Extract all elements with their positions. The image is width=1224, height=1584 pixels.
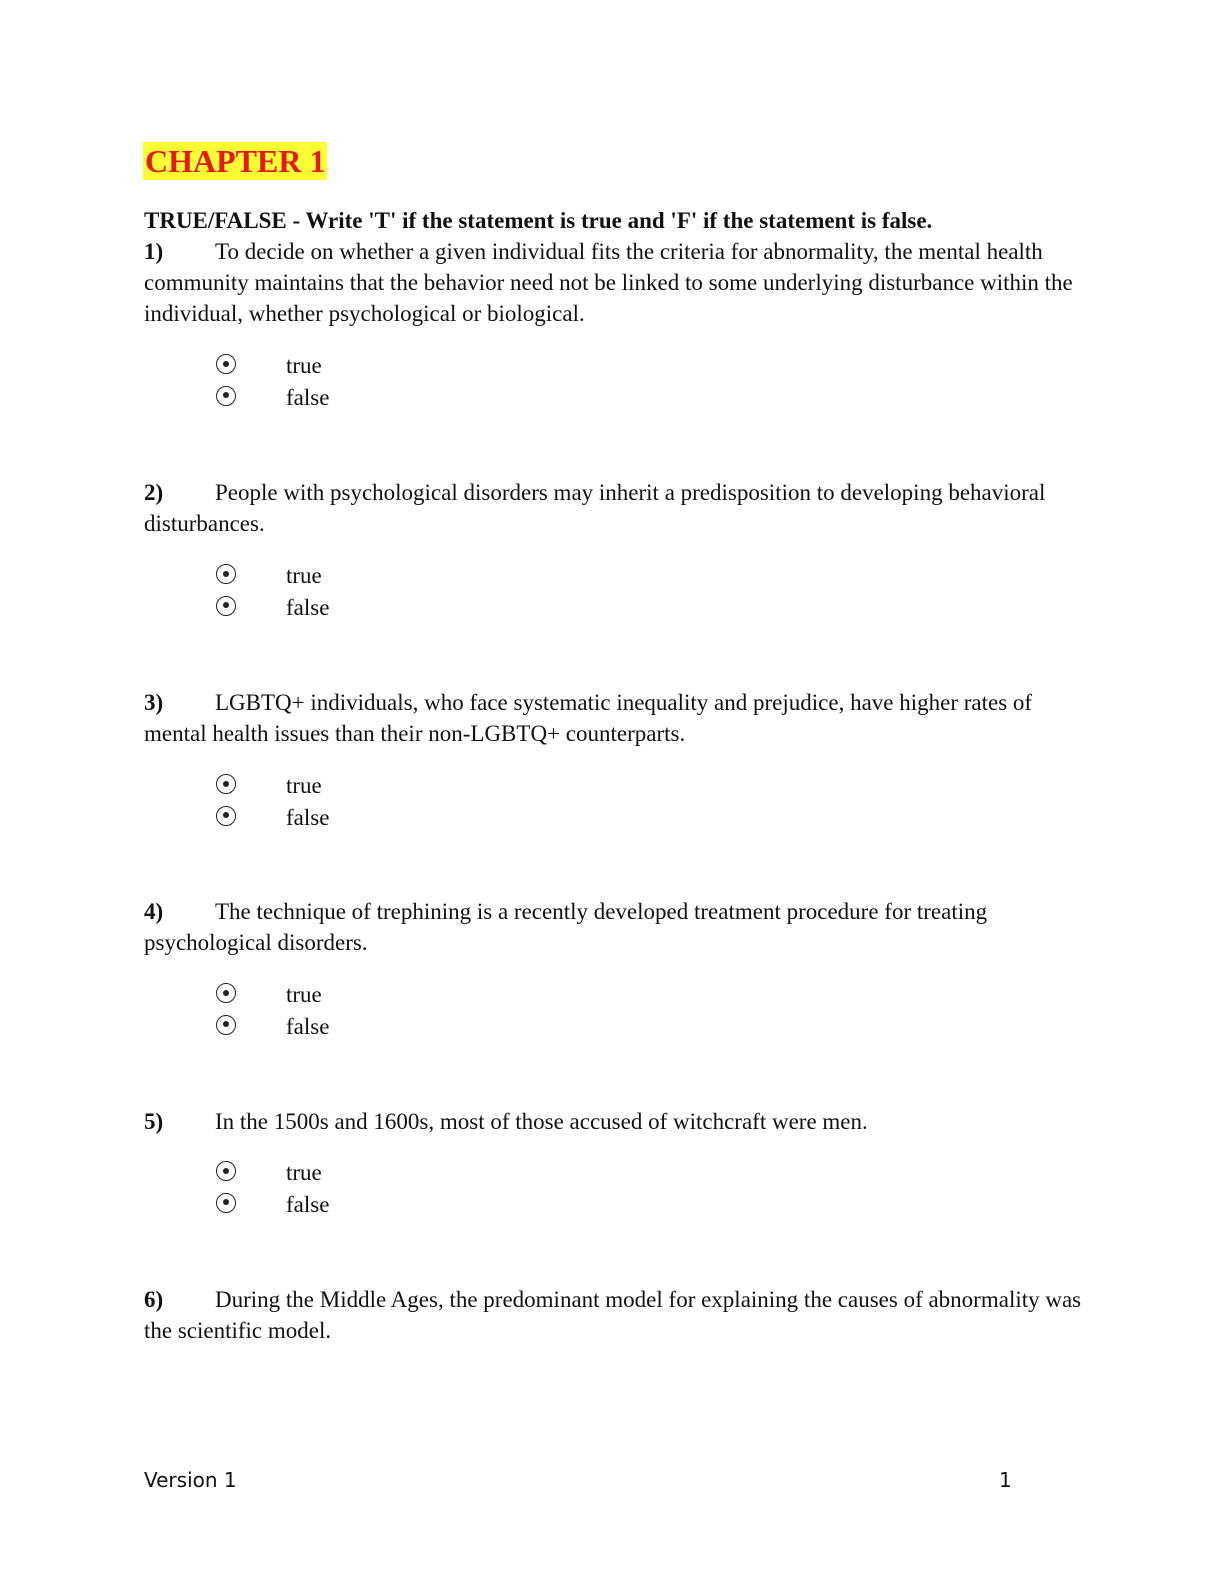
question-1 (144, 236, 1084, 329)
radio-button-icon[interactable] (216, 564, 236, 584)
radio-button-icon[interactable] (216, 806, 236, 826)
question-number: 3) (144, 690, 164, 715)
option-label: true (286, 982, 322, 1007)
question-5 (144, 1106, 1084, 1137)
option-label: false (286, 1013, 330, 1039)
option-label: false (286, 804, 330, 830)
option-label: false (286, 594, 330, 620)
option-label: false (286, 1191, 330, 1217)
question-text: In the 1500s and 1600s, most of those accused of witchcraft were men. (215, 1109, 868, 1134)
instructions: TRUE/FALSE - Write 'T' if the statement is true and 'F' if the statement is false. (144, 208, 933, 233)
question-text: People with psychological disorders may inherit a predisposition to developing behavioral disturbances. (144, 480, 1046, 536)
option-label: true (286, 1160, 322, 1185)
footer-page-number: 1 (999, 1468, 1012, 1492)
question-number: 2) (144, 480, 164, 505)
radio-button-icon[interactable] (216, 1161, 236, 1181)
radio-button-icon[interactable] (216, 774, 236, 794)
question-text: During the Middle Ages, the predominant model for explaining the causes of abnormality was the scientific model. (144, 1287, 1082, 1343)
question-number: 4) (144, 899, 164, 924)
option-label: true (286, 563, 322, 588)
question-number: 5) (144, 1109, 164, 1134)
question-text: LGBTQ+ individuals, who face systematic inequality and prejudice, have higher rates of mental health issues than their non-LGBTQ+ counterparts. (144, 690, 1033, 746)
question-6 (144, 1284, 1084, 1346)
option-label: true (286, 353, 322, 378)
question-number: 1) (144, 239, 164, 264)
question-text: The technique of trephining is a recently developed treatment procedure for treating psychological disorders. (144, 899, 988, 955)
question-4 (144, 896, 1084, 958)
footer-version: Version 1 (144, 1468, 237, 1492)
radio-button-icon[interactable] (216, 596, 236, 616)
option-label: false (286, 384, 330, 410)
chapter-title: CHAPTER 1 (145, 143, 326, 179)
radio-button-icon[interactable] (216, 983, 236, 1003)
question-3 (144, 687, 1084, 749)
question-text: To decide on whether a given individual fits the criteria for abnormality, the mental health community maintains that the behavior need not be linked to some underlying disturbance within the individual, whether psychological or biological. (144, 239, 1073, 326)
option-label: true (286, 773, 322, 798)
radio-button-icon[interactable] (216, 386, 236, 406)
question-2 (144, 477, 1084, 539)
question-number: 6) (144, 1287, 164, 1312)
radio-button-icon[interactable] (216, 354, 236, 374)
radio-button-icon[interactable] (216, 1015, 236, 1035)
radio-button-icon[interactable] (216, 1193, 236, 1213)
